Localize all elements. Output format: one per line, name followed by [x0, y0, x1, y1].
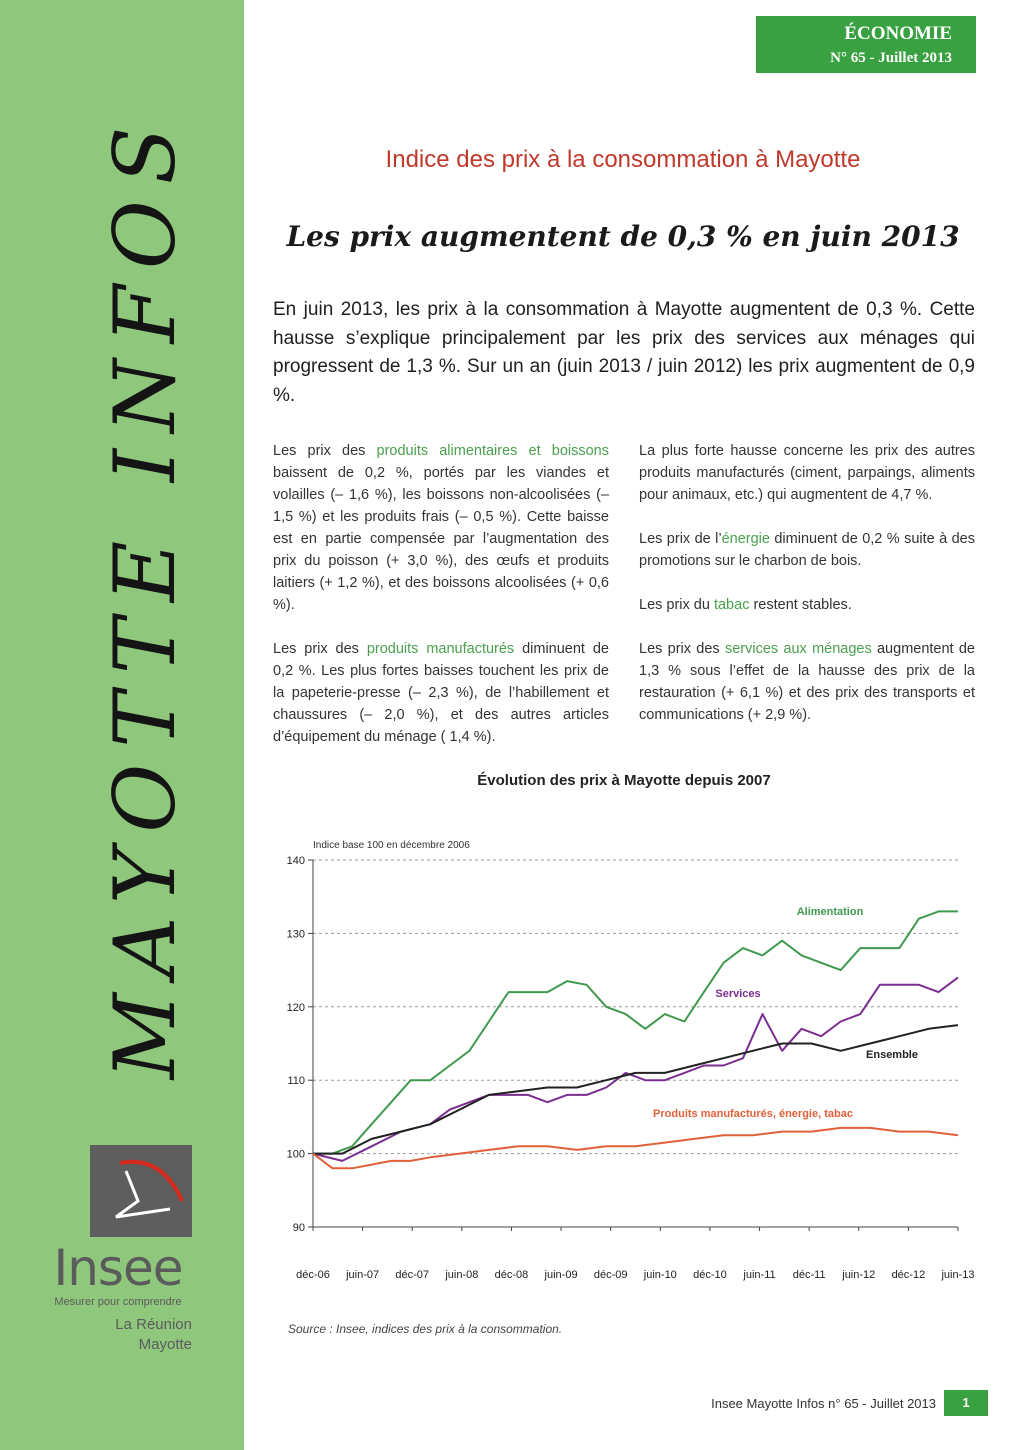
x-tick-label: déc-06 [296, 1269, 330, 1281]
y-tick-label: 110 [287, 1075, 305, 1088]
highlight-term: services aux ménages [724, 641, 872, 657]
highlight-term: énergie [721, 531, 770, 547]
sidebar [0, 0, 244, 1450]
y-tick-label: 130 [286, 928, 305, 941]
x-tick-label: juin-10 [643, 1269, 677, 1281]
source-note: Source : Insee, indices des prix à la consommation. [288, 1322, 563, 1336]
y-tick-label: 90 [292, 1222, 305, 1234]
footer-publication: Insee Mayotte Infos n° 65 - Juillet 2013 [711, 1396, 936, 1411]
paragraph: Les prix du tabac restent stables. [639, 597, 852, 613]
x-tick-label: juin-09 [544, 1269, 578, 1281]
insee-logo-icon [90, 1145, 192, 1237]
y-axis-label: Indice base 100 en décembre 2006 [313, 840, 470, 851]
chart-label-group [287, 855, 975, 1281]
highlight-term: tabac [713, 597, 750, 613]
x-tick-label: juin-12 [842, 1269, 876, 1281]
insee-wordmark: Insee [53, 1239, 183, 1297]
x-tick-label: déc-12 [891, 1269, 926, 1281]
issue-section: ÉCONOMIE [844, 23, 952, 44]
y-tick-label: 100 [286, 1148, 305, 1161]
x-tick-label: déc-11 [792, 1269, 826, 1281]
x-tick-label: déc-10 [693, 1269, 727, 1281]
paragraph: Les prix des produits manufacturés diminuent de 0,2 %. Les plus fortes baisses touchent les prix de la papeterie-presse (– 2,3 %), de l’habillement et chaussures (– 2,0 %), et des autres articles d’équipement du ménage ( 1,4 %). [273, 641, 609, 745]
series-line [313, 911, 958, 1153]
series-label: Services [715, 988, 761, 1000]
highlight-term: produits manufacturés [366, 641, 515, 657]
paragraph: Les prix des produits alimentaires et boissons baissent de 0,2 %, portés par les viandes et volailles (– 1,6 %), les boissons non-alcoolisées (– 1,5 %) et les produits frais (– 0,5 %). Cette baisse est en partie compensée par l’augmentation des prix du poisson (+ 3,0 %), des œufs et produits laitiers (+ 1,2 %), et des boissons alcoolisées (+ 0,6 %). [273, 443, 609, 613]
y-tick-label: 140 [286, 855, 305, 867]
lead-paragraph: En juin 2013, les prix à la consommation à Mayotte augmentent de 0,3 %. Cette hausse s’explique principalement par les prix des services aux ménages qui progressent de 1,3 %. Sur un an (juin 2013 / juin 2012) les prix augmentent de 0,9 %. [273, 299, 975, 406]
document-title: Indice des prix à la consommation à Mayotte [385, 146, 861, 173]
series-label: Alimentation [796, 906, 864, 918]
issue-number: N° 65 - Juillet 2013 [830, 50, 952, 66]
price-evolution-chart [270, 830, 976, 1290]
document-headline: Les prix augmentent de 0,3 % en juin 2013 [286, 220, 960, 253]
series-line [313, 1128, 958, 1168]
chart-title: Évolution des prix à Mayotte depuis 2007 [477, 772, 771, 789]
right-column [639, 440, 975, 748]
x-tick-label: déc-08 [494, 1269, 529, 1281]
x-tick-label: juin-13 [941, 1269, 975, 1281]
chart-series-group [313, 911, 958, 1168]
y-tick-label: 120 [286, 1001, 305, 1014]
insee-tagline: Mesurer pour comprendre [54, 1296, 182, 1308]
insee-region-line: Mayotte [138, 1336, 192, 1353]
series-label: Produits manufacturés, énergie, tabac [653, 1108, 853, 1120]
highlight-term: produits alimentaires et boissons [376, 443, 609, 459]
page-number: 1 [944, 1390, 988, 1416]
issue-badge [756, 16, 976, 73]
left-column [273, 440, 609, 770]
series-line [313, 1025, 958, 1154]
x-tick-label: juin-07 [346, 1269, 380, 1281]
paragraph: Les prix de l’énergie diminuent de 0,2 % suite à des promotions sur le charbon de bois. [639, 531, 975, 569]
brand-title: MAYOTTE INFOS [96, 110, 194, 1080]
series-line [313, 977, 958, 1161]
insee-region-line: La Réunion [115, 1316, 192, 1333]
series-label: Ensemble [866, 1049, 918, 1061]
x-tick-label: juin-08 [445, 1269, 479, 1281]
x-tick-label: déc-07 [395, 1269, 430, 1281]
paragraph: Les prix des services aux ménages augmentent de 1,3 % sous l’effet de la hausse des prix de la restauration (+ 6,1 %) et des prix des transports et communications (+ 2,9 %). [639, 641, 975, 723]
x-tick-label: déc-09 [593, 1269, 628, 1281]
paragraph: La plus forte hausse concerne les prix des autres produits manufacturés (ciment, parpaings, aliments pour animaux, etc.) qui augmentent de 4,7 %. [639, 443, 975, 503]
x-tick-label: juin-11 [743, 1269, 776, 1281]
